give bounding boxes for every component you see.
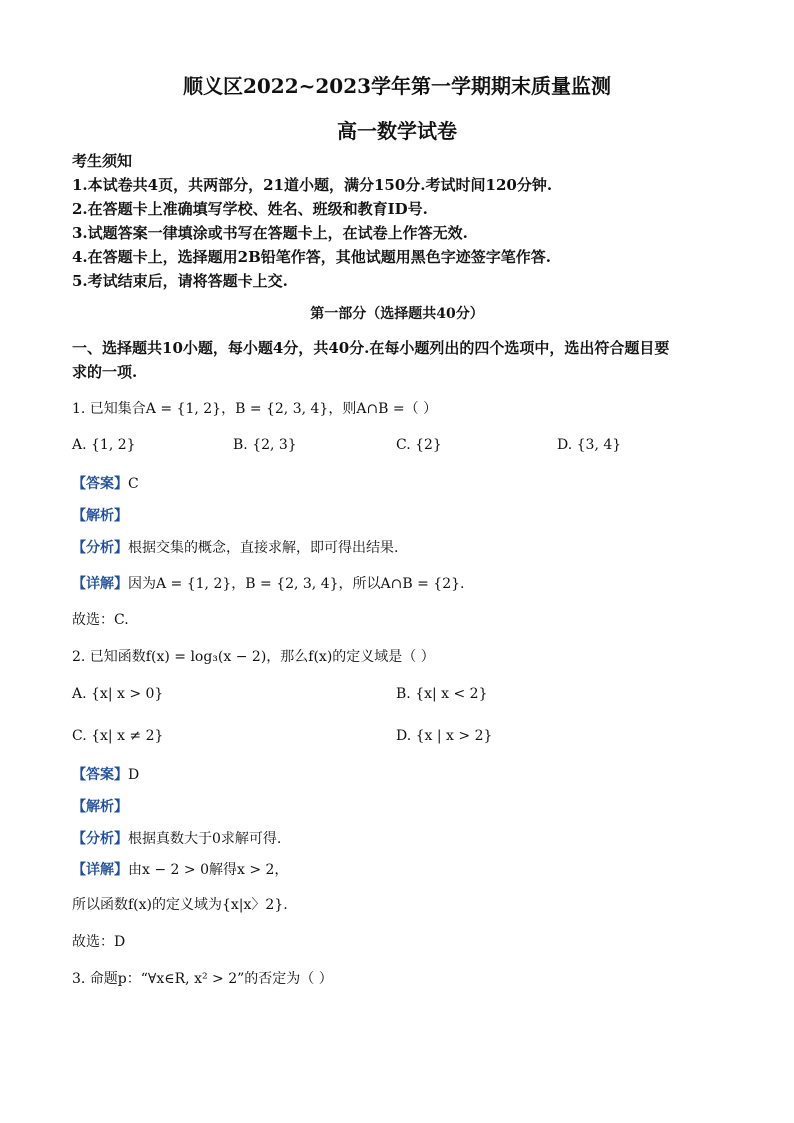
part1-heading: 第一部分（选择题共40分） [310,306,484,322]
section1-intro-line2: 求的一项. [72,363,138,381]
fenxi-label: 【分析】 [72,540,128,556]
notice-heading: 考生须知 [72,152,133,170]
q1-option-b: B. {2, 3} [233,437,297,453]
notice-item-4: 4.在答题卡上，选择题用2B铅笔作答，其他试题用黑色字迹签字笔作答. [72,248,551,266]
q2-option-b: B. {x| x < 2} [396,686,488,702]
exam-subtitle: 高一数学试卷 [337,119,457,143]
exam-title: 顺义区2022~2023学年第一学期期末质量监测 [182,74,612,98]
notice-item-2: 2.在答题卡上准确填写学校、姓名、班级和教育ID号. [72,200,428,218]
q2-fenxi: 根据真数大于0求解可得. [128,831,282,847]
detail-label: 【详解】 [72,862,128,878]
q2-fenxi-row [72,828,281,848]
q2-option-c: C. {x| x ≠ 2} [72,728,164,744]
q2-detail-2: 所以函数f(x)的定义域为{x|x〉2}. [72,897,288,913]
q2-option-a: A. {x| x > 0} [72,686,164,702]
q2-option-d: D. {x | x > 2} [396,728,493,744]
q2-stem: 2. 已知函数f(x) = log₃(x − 2)，那么f(x)的定义域是（ ） [72,649,435,665]
analysis-label: 【解析】 [72,508,128,524]
section1-intro-line1: 一、选择题共10小题，每小题4分，共40分.在每小题列出的四个选项中，选出符合题目要 [72,339,670,357]
q1-analysis-row [72,505,128,525]
q1-fenxi-row [72,537,398,557]
q1-answer: C [128,476,139,492]
analysis-label: 【解析】 [72,799,128,815]
q1-choose: 故选：C. [72,612,129,628]
q1-stem: 1. 已知集合A = {1, 2}，B = {2, 3, 4}，则A∩B =（ ） [72,401,438,417]
detail-label: 【详解】 [72,576,128,592]
q2-analysis-row [72,796,128,816]
q2-detail: 由x − 2 > 0解得x > 2， [128,862,289,878]
q1-detail: 因为A = {1, 2}，B = {2, 3, 4}，所以A∩B = {2}. [128,576,465,592]
q1-option-d: D. {3, 4} [557,437,622,453]
q1-option-c: C. {2} [396,437,442,453]
q2-answer: D [128,767,140,783]
q1-detail-row [72,573,464,593]
answer-label: 【答案】 [72,767,128,783]
q1-option-a: A. {1, 2} [72,437,136,453]
answer-label: 【答案】 [72,476,128,492]
q2-choose: 故选：D [72,934,126,950]
q1-fenxi: 根据交集的概念，直接求解，即可得出结果. [128,540,399,556]
notice-item-5: 5.考试结束后，请将答题卡上交. [72,272,288,290]
q2-answer-row [72,764,139,784]
q1-answer-row [72,473,139,493]
notice-item-3: 3.试题答案一律填涂或书写在答题卡上，在试卷上作答无效. [72,224,468,242]
q3-stem: 3. 命题p：“∀x∈R, x² > 2”的否定为（ ） [72,971,333,987]
q2-detail-row [72,859,288,879]
fenxi-label: 【分析】 [72,831,128,847]
notice-item-1: 1.本试卷共4页，共两部分，21道小题，满分150分.考试时间120分钟. [72,176,553,194]
